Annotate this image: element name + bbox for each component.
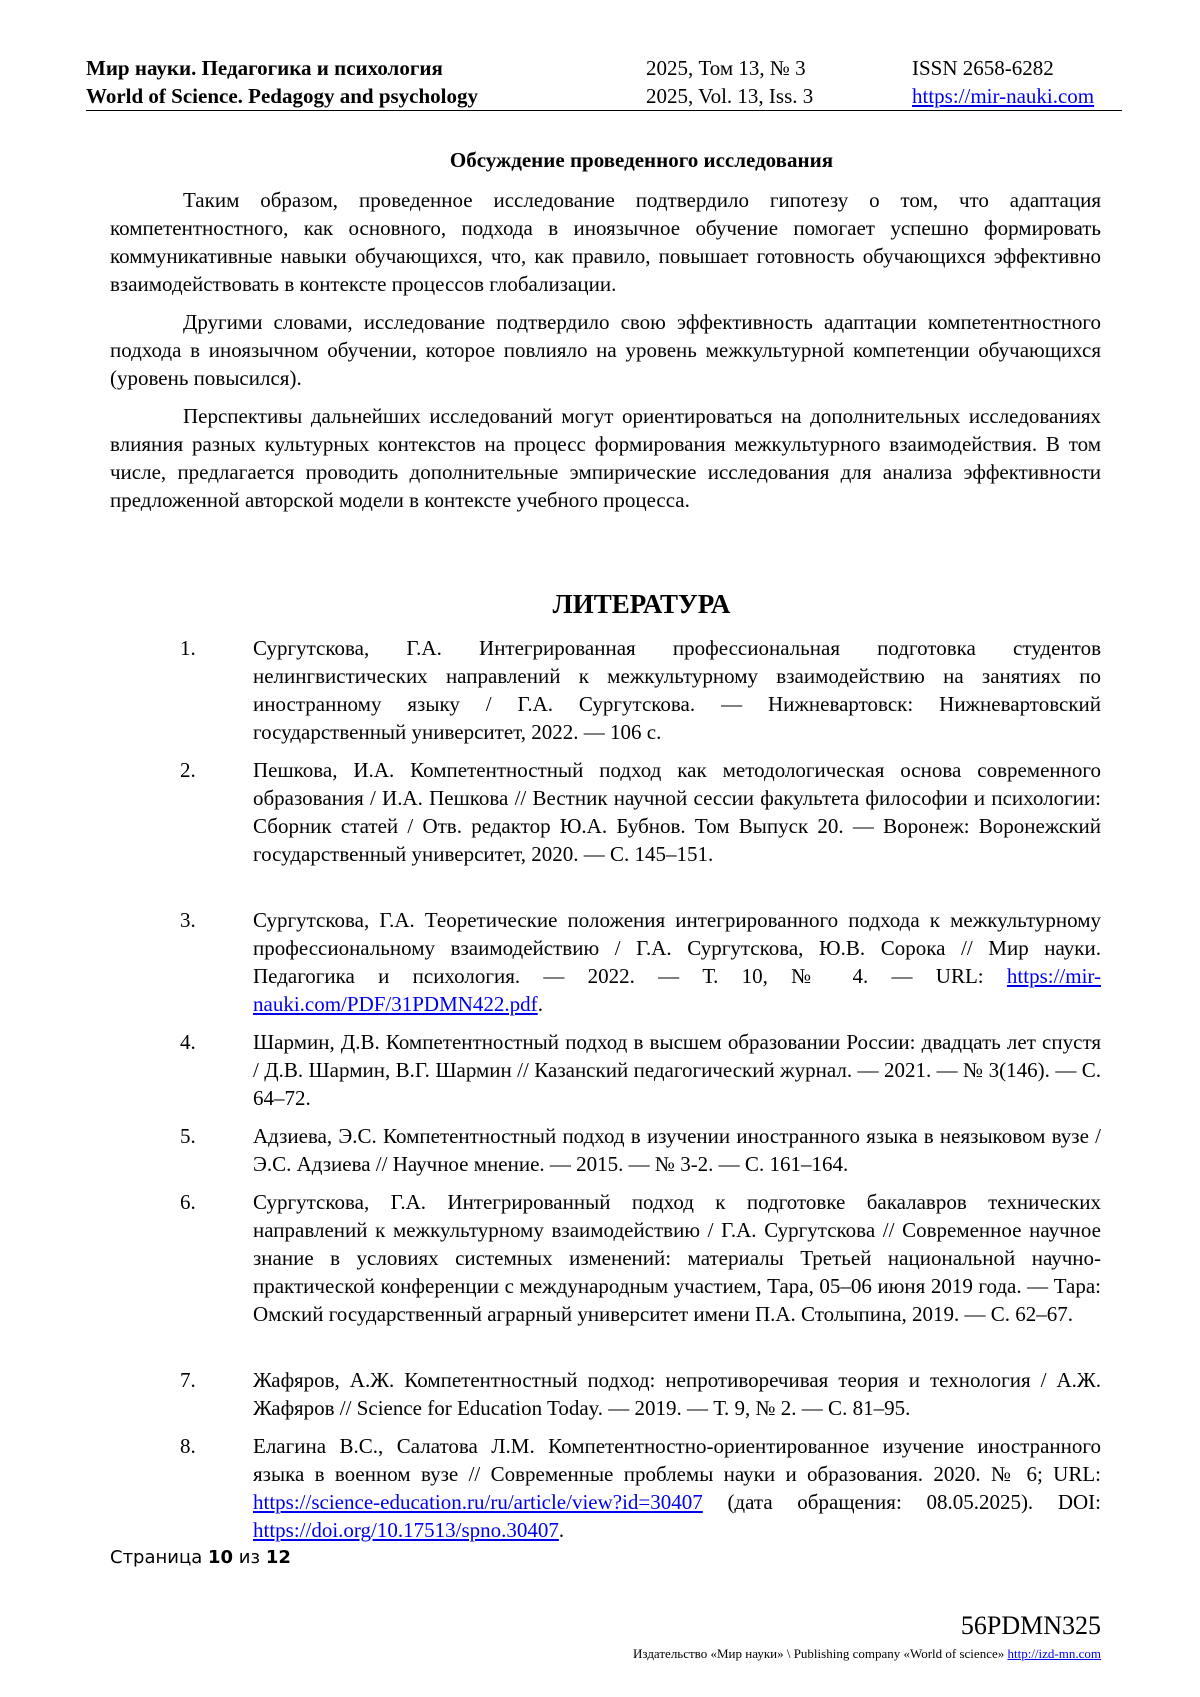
page-counter (110, 1546, 291, 1570)
reference-number: 3. (180, 908, 196, 932)
reference-item (180, 1366, 1101, 1422)
reference-item (180, 1028, 1101, 1112)
issn: ISSN 2658-6282 (912, 56, 1054, 80)
reference-item (180, 634, 1101, 746)
issue-info-en: 2025, Vol. 13, Iss. 3 (646, 84, 814, 108)
discussion-heading: Обсуждение проведенного исследования (449, 148, 834, 172)
reference-number: 2. (180, 758, 196, 782)
reference-text: Елагина В.С., Салатова Л.М. Компетентностно-ориентированное изучение иностранного языка в военном вузе // Современные проблемы науки и образования. 2020. № 6; URL: (253, 1434, 1101, 1486)
discussion-paragraph: Другими словами, исследование подтвердило свою эффективность адаптации компетентностного подхода в иноязычном обучении, которое повлияло на уровень межкультурной компетенции обучающихся (уровень повысился). (110, 310, 1101, 390)
reference-number: 7. (180, 1368, 196, 1392)
reference-item (180, 1122, 1101, 1178)
publisher-name: Издательство «Мир науки» \ Publishing company «World of science» (633, 1646, 1005, 1661)
reference-number: 4. (180, 1030, 196, 1054)
reference-number: 5. (180, 1124, 196, 1148)
reference-text-mid: (дата обращения: 08.05.2025). DOI: (702, 1490, 1101, 1514)
issue-info-ru: 2025, Том 13, № 3 (646, 56, 806, 80)
reference-text: Пешкова, И.А. Компетентностный подход как методологическая основа современного образования / И.А. Пешкова // Вестник научной сессии факультета философии и психологии: Сборник статей / Отв. редактор Ю.А. Бубнов. Том Выпуск 20. — Воронеж: Воронежский государственный университет, 2020. — С. 145–151. (253, 758, 1101, 866)
reference-item (180, 906, 1101, 1018)
references-heading: ЛИТЕРАТУРА (552, 589, 731, 619)
of-word: из (238, 1547, 261, 1568)
reference-number: 1. (180, 636, 196, 660)
reference-item (180, 1432, 1101, 1544)
publisher-url-link[interactable]: http://izd-mn.com (1007, 1646, 1101, 1661)
article-code: 56PDMN325 (960, 1611, 1101, 1640)
discussion-paragraph: Таким образом, проведенное исследование подтвердило гипотезу о том, что адаптация компетентностного, как основного, подхода в иноязычное обучение помогает успешно формировать коммуникативные навыки обучающихся, что, как правило, повышает готовность обучающихся эффективно взаимодействовать в контексте процессов глобализации. (110, 188, 1101, 296)
reference-text-tail: . (558, 1518, 565, 1542)
reference-doi-link[interactable]: https://doi.org/10.17513/spno.30407 (253, 1518, 559, 1542)
journal-title-en: World of Science. Pedagogy and psychology (86, 84, 479, 108)
reference-text-tail: . (537, 992, 543, 1016)
reference-number: 6. (180, 1190, 196, 1214)
running-header (86, 54, 1122, 111)
page-total: 12 (265, 1547, 291, 1568)
reference-item (180, 756, 1101, 868)
journal-url-link[interactable]: https://mir-nauki.com (912, 84, 1095, 108)
journal-title-ru: Мир науки. Педагогика и психология (86, 56, 443, 80)
reference-text: Сургутскова, Г.А. Интегрированная профессиональная подготовка студентов нелингвистических направлений к межкультурному взаимодействию на занятиях по иностранному языку / Г.А. Сургутскова. — Нижневартовск: Нижневартовский государственный университет, 2022. — 106 с. (253, 636, 1101, 744)
reference-text: Жафяров, А.Ж. Компетентностный подход: непротиворечивая теория и технология / А.Ж. Жафяров // Science for Education Today. — 2019. — Т. 9, № 2. — С. 81–95. (253, 1368, 1101, 1420)
publisher-line (633, 1646, 1101, 1662)
reference-url-link[interactable]: https://science-education.ru/ru/article/view?id=30407 (253, 1490, 703, 1514)
reference-text: Шармин, Д.В. Компетентностный подход в высшем образовании России: двадцать лет спустя / Д.В. Шармин, В.Г. Шармин // Казанский педагогический журнал. — 2021. — № 3(146). — С. 64–72. (253, 1030, 1101, 1110)
discussion-paragraph: Перспективы дальнейших исследований могут ориентироваться на дополнительных исследованиях влияния разных культурных контекстов на процесс формирования межкультурного взаимодействия. В том числе, предлагается проводить дополнительные эмпирические исследования для анализа эффективности предложенной авторской модели в контексте учебного процесса. (110, 404, 1101, 512)
reference-text: Сургутскова, Г.А. Интегрированный подход к подготовке бакалавров технических направлений к межкультурному взаимодействию / Г.А. Сургутскова // Современное научное знание в условиях системных изменений: материалы Третьей национальной научно-практической конференции с международным участием, Тара, 05–06 июня 2019 года. — Тара: Омский государственный аграрный университет имени П.А. Столыпина, 2019. — С. 62–67. (253, 1190, 1101, 1326)
reference-text: Адзиева, Э.С. Компетентностный подход в изучении иностранного языка в неязыковом вузе / Э.С. Адзиева // Научное мнение. — 2015. — № 3-2. — С. 161–164. (253, 1124, 1101, 1176)
reference-item (180, 1188, 1101, 1328)
page-number: 10 (208, 1547, 234, 1568)
reference-number: 8. (180, 1434, 196, 1458)
page-word: Страница (110, 1547, 203, 1568)
reference-text: Сургутскова, Г.А. Теоретические положения интегрированного подхода к межкультурному профессиональному взаимодействию / Г.А. Сургутскова, Ю.В. Сорока // Мир науки. Педагогика и психология. — 2022. — Т. 10, № 4. — URL: (253, 908, 1101, 988)
reference-url-link[interactable]: https://mir-nauki.com/PDF/31PDMN422.pdf (253, 964, 1101, 1016)
